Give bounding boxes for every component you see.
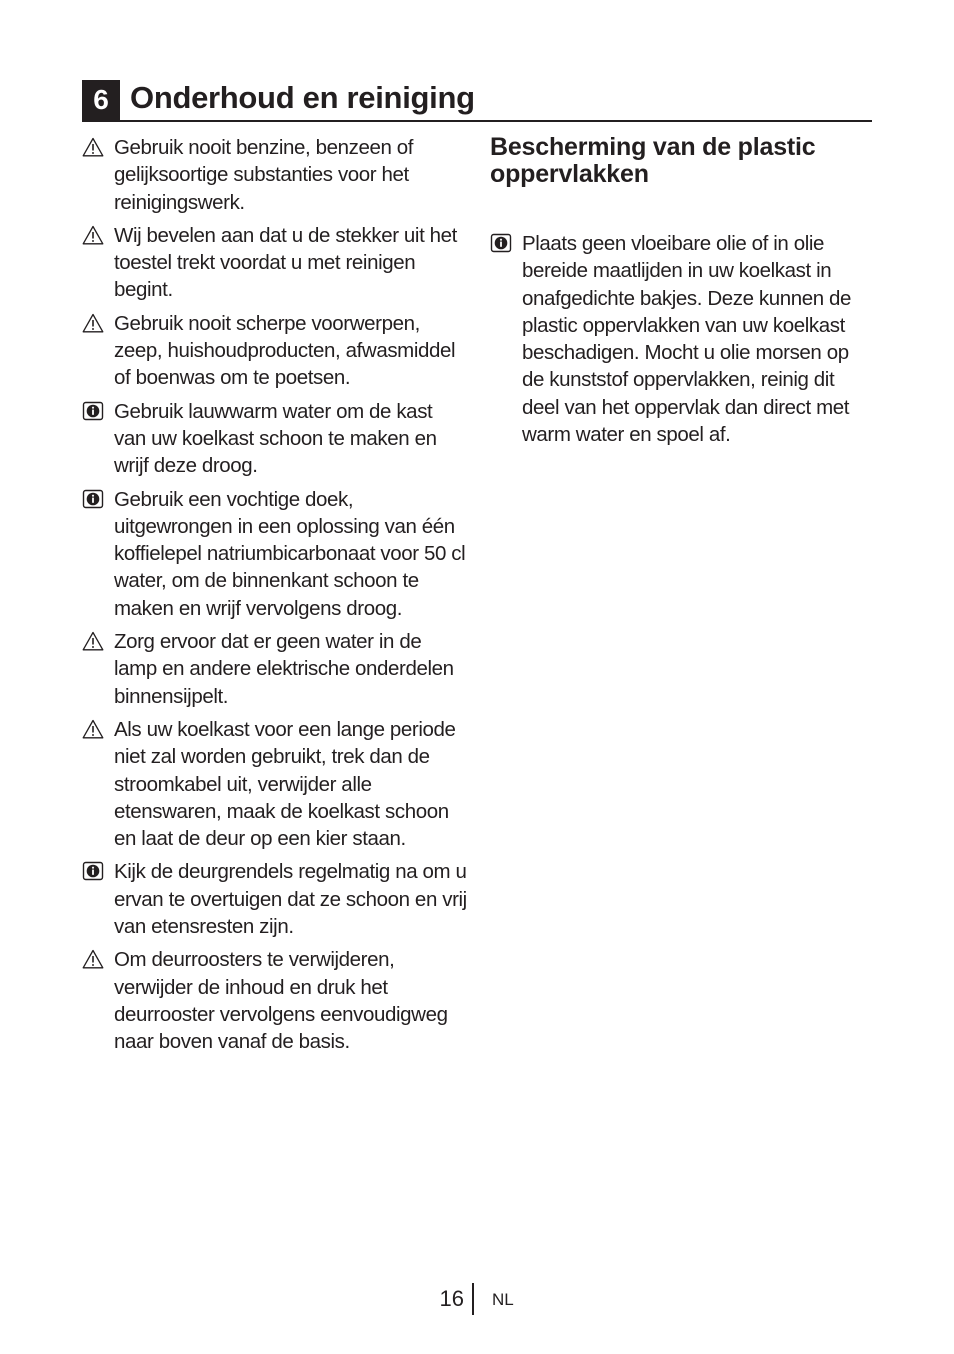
item-text: Zorg ervoor dat er geen water in de lamp en andere elektrische onderdelen binnensijpelt.	[114, 630, 454, 708]
list-item	[82, 134, 467, 216]
warning-icon	[82, 631, 104, 651]
item-text: Gebruik een vochtige doek, uitgewrongen in een oplossing van één koffielepel natriumbicarbonaat voor 50 cl water, om de binnenkant schoon te maken en wrijf vervolgens droog.	[114, 487, 466, 620]
info-icon	[490, 233, 512, 253]
info-icon	[82, 861, 104, 881]
left-column	[82, 134, 467, 1062]
right-column	[490, 134, 875, 454]
warning-icon	[82, 225, 104, 245]
section-header	[82, 78, 872, 122]
list-item	[82, 486, 467, 622]
list-item	[490, 230, 875, 448]
item-text: Kijk de deurgrendels regelmatig na om u ervan te overtuigen dat ze schoon en vrij van etensresten zijn.	[114, 860, 467, 939]
warning-icon	[82, 949, 104, 969]
subsection-title: Bescherming van de plastic oppervlakken	[490, 133, 816, 188]
item-text: Wij bevelen aan dat u de stekker uit het toestel trekt voordat u met reinigen begint.	[114, 223, 457, 302]
section-title: Onderhoud en reiniging	[130, 80, 475, 115]
list-item	[82, 858, 467, 940]
page-number: 16	[439, 1286, 464, 1311]
list-item	[82, 946, 467, 1055]
item-text: Om deurroosters te verwijderen, verwijder de inhoud en druk het deurrooster vervolgens eenvoudigweg naar boven vanaf de basis.	[114, 948, 448, 1054]
list-item	[82, 628, 467, 710]
footer-divider	[472, 1283, 474, 1315]
page-footer	[0, 1283, 954, 1315]
list-item	[82, 398, 467, 480]
list-item	[82, 716, 467, 852]
item-text: Gebruik nooit scherpe voorwerpen, zeep, huishoudproducten, afwasmiddel of boenwas om te poetsen.	[114, 311, 456, 390]
item-text: Plaats geen vloeibare olie of in olie bereide maatlijden in uw koelkast in onafgedichte bakjes. Deze kunnen de plastic oppervlakken van uw koelkast beschadigen. Mocht u olie morsen op de kunststof oppervlakken, reinig dit deel van het oppervlak dan direct met warm water en spoel af.	[522, 232, 852, 447]
list-item	[82, 222, 467, 304]
list-item	[82, 310, 467, 392]
warning-icon	[82, 137, 104, 157]
section-number: 6	[82, 80, 120, 120]
warning-icon	[82, 313, 104, 333]
item-text: Gebruik nooit benzine, benzeen of gelijksoortige substanties voor het reinigingswerk.	[114, 136, 414, 214]
item-text: Als uw koelkast voor een lange periode niet zal worden gebruikt, trek dan de stroomkabel uit, verwijder alle etenswaren, maak de koelkast schoon en laat de deur op een kier staan.	[114, 717, 456, 851]
language-code: NL	[492, 1290, 514, 1309]
info-icon	[82, 489, 104, 509]
item-text: Gebruik lauwwarm water om de kast van uw koelkast schoon te maken en wrijf deze droog.	[114, 399, 437, 478]
warning-icon	[82, 719, 104, 739]
info-icon	[82, 401, 104, 421]
